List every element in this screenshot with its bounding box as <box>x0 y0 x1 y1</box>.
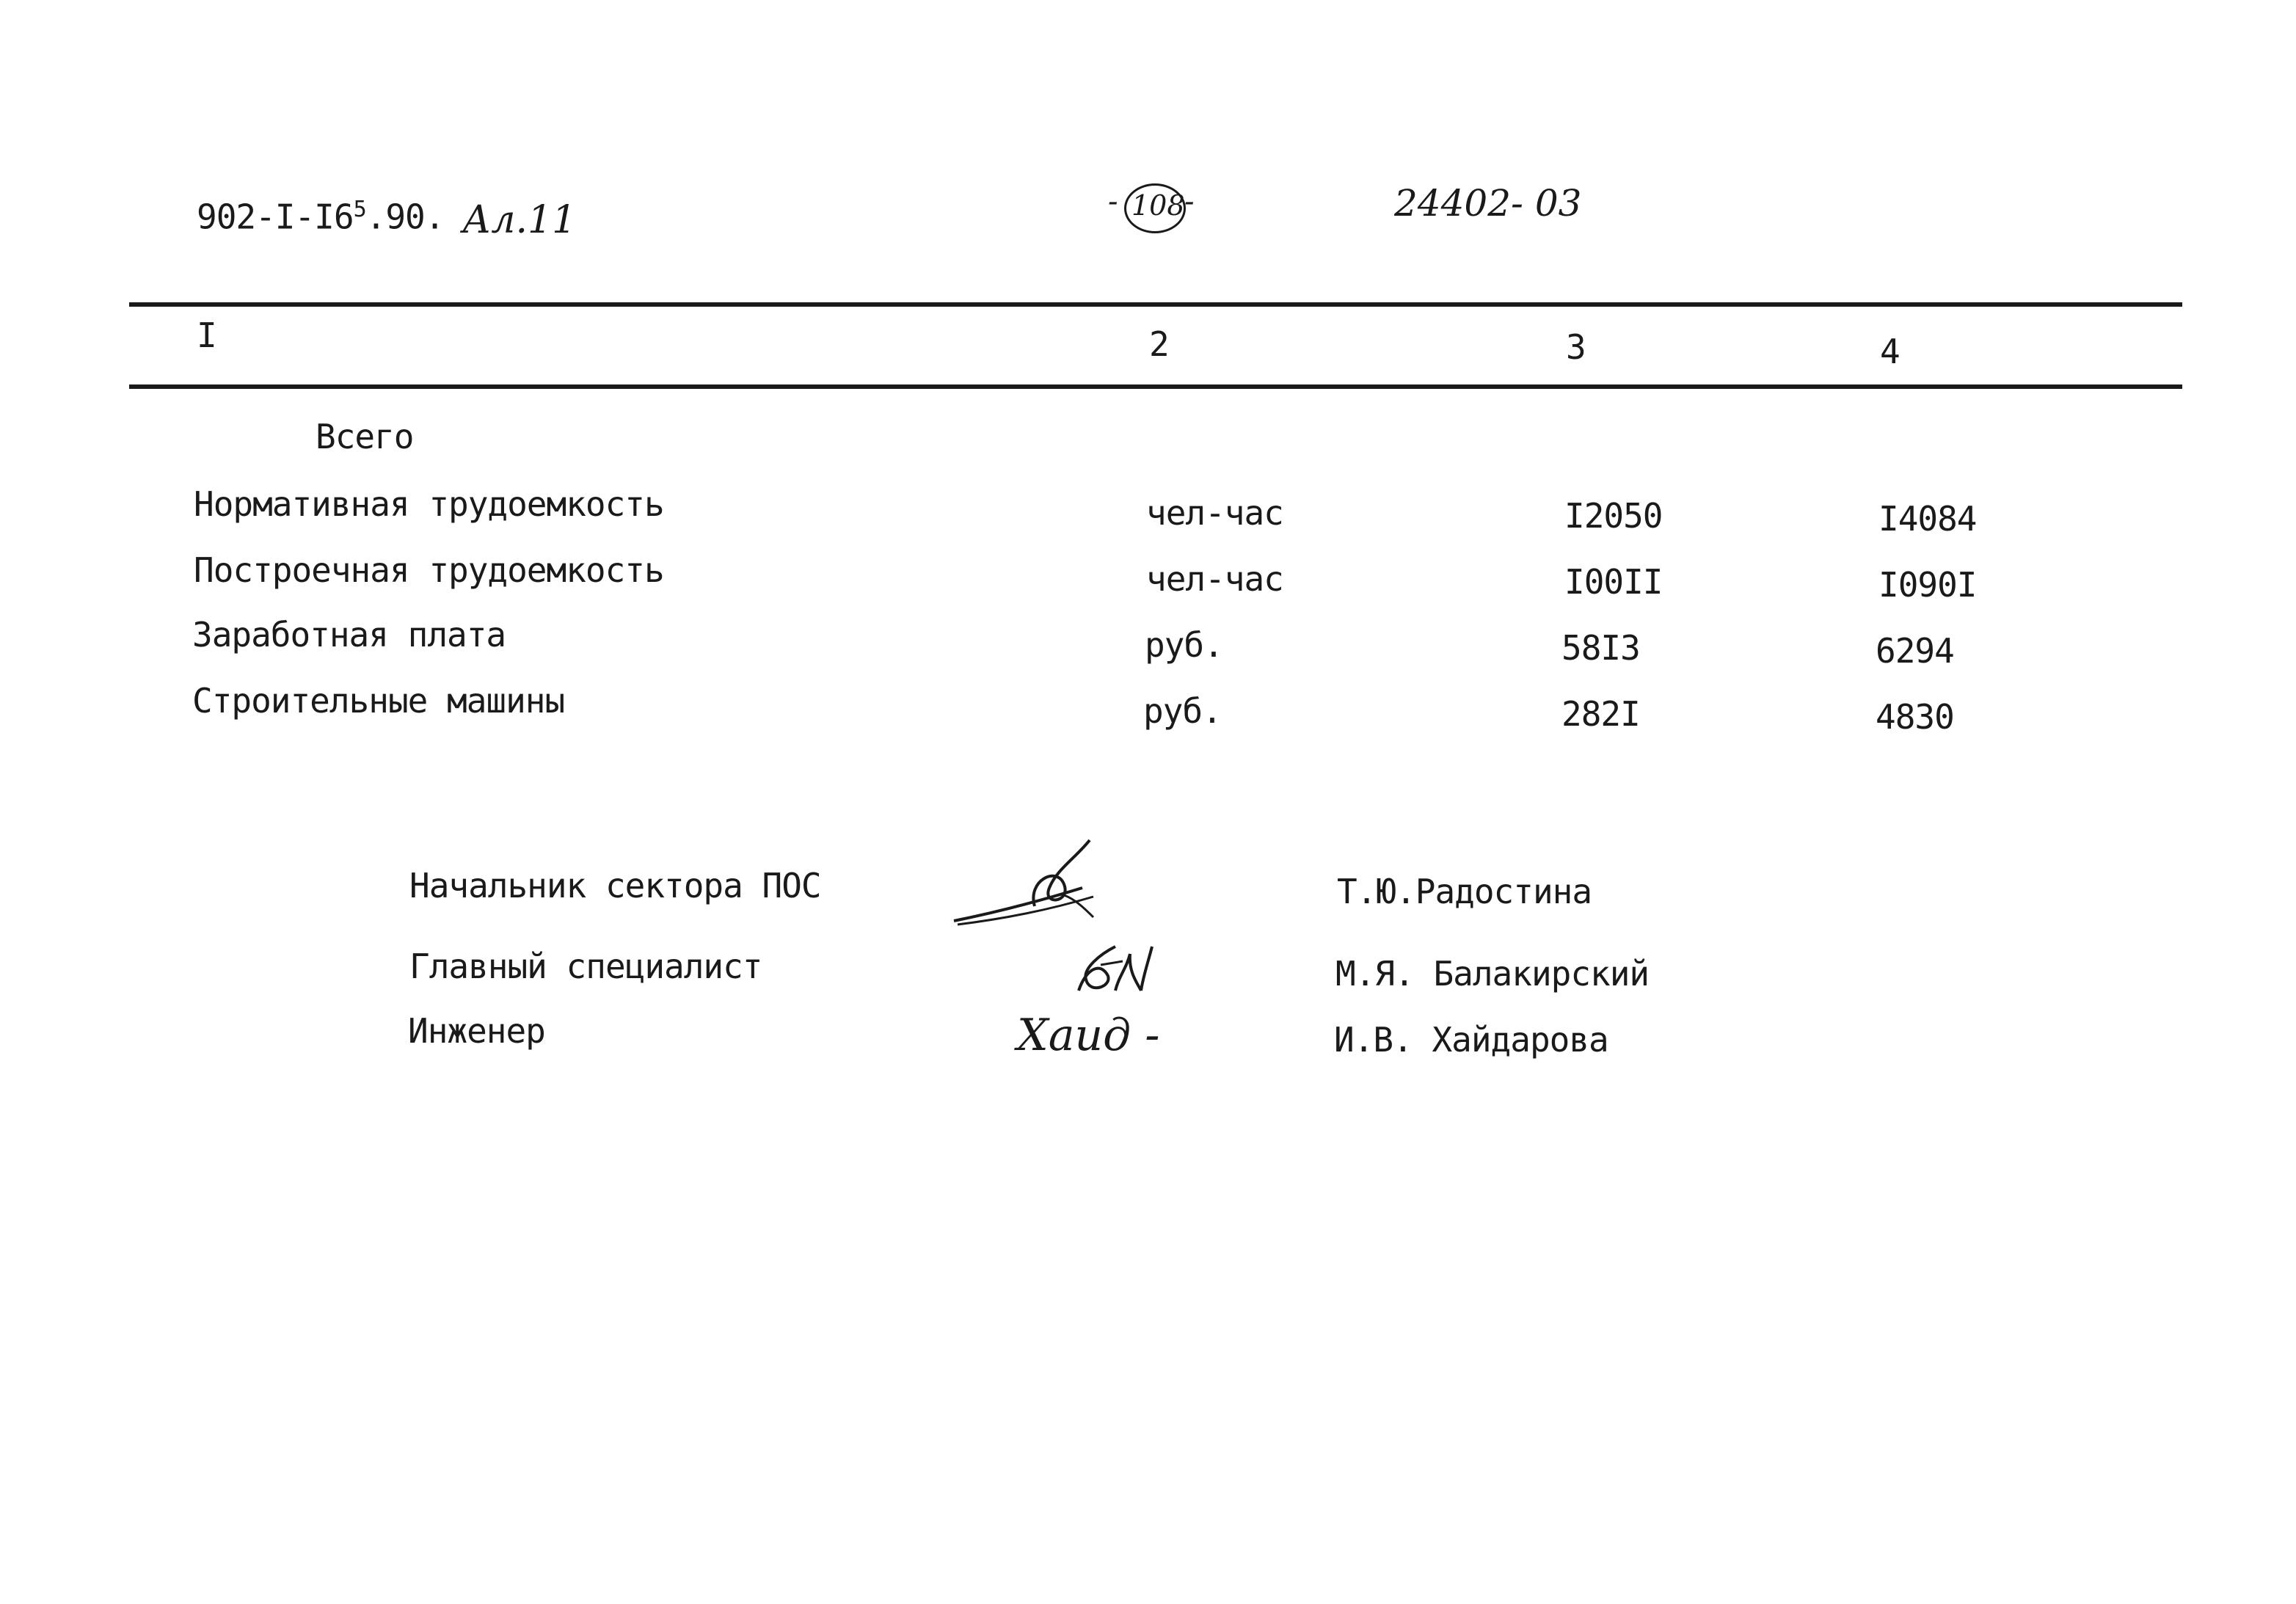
document-code-main: 902-I-I6 <box>197 197 354 237</box>
column-header-4: 4 <box>1880 332 1900 371</box>
column-header-1: I <box>197 316 216 355</box>
page-number: 108 <box>1131 189 1185 222</box>
row-value-col4: I090I <box>1878 565 1977 605</box>
row-unit: чел-час <box>1146 493 1283 533</box>
document-code-rest: .90. <box>365 197 445 237</box>
document-code-superscript: 5 <box>353 197 366 222</box>
row-value-col4: 6294 <box>1876 631 1954 671</box>
signature-role: Инженер <box>408 1011 545 1051</box>
album-number: Ал.11 <box>462 198 577 242</box>
signatory-name: М.Я. Балакирский <box>1335 954 1650 994</box>
signature-role: Начальник сектора ПОС <box>409 866 821 905</box>
page-number-dash-left: - <box>1108 185 1118 219</box>
signature-handwritten: Хаид - <box>1017 1010 1160 1061</box>
row-value-col4: 4830 <box>1876 697 1954 737</box>
row-value-col3: I00II <box>1564 562 1663 602</box>
column-header-2: 2 <box>1149 324 1169 364</box>
row-value-col3: I2050 <box>1564 496 1663 536</box>
row-name: Заработная плата <box>192 615 506 655</box>
row-unit: чел-час <box>1146 559 1283 599</box>
row-unit: руб. <box>1145 625 1223 665</box>
column-header-3: 3 <box>1566 327 1586 367</box>
page-number-stamp <box>1108 182 1203 233</box>
row-value-col3: 282I <box>1561 694 1640 734</box>
signatory-name: И.В. Хайдарова <box>1334 1020 1608 1060</box>
signatory-name: Т.Ю.Радостина <box>1337 872 1592 911</box>
signature-image <box>947 836 1108 932</box>
inventory-number: 24402- 03 <box>1394 182 1582 225</box>
section-title: Всего <box>316 417 414 456</box>
row-unit: руб. <box>1143 691 1222 731</box>
table-top-rule <box>129 302 2182 307</box>
table-header-rule <box>129 384 2182 389</box>
row-name: Строительные машины <box>192 681 565 721</box>
signature-image <box>1071 939 1167 998</box>
row-name: Нормативная трудоемкость <box>194 484 664 524</box>
row-value-col4: I4084 <box>1878 499 1977 539</box>
document-code <box>197 197 444 236</box>
signature-role: Главный специалист <box>409 947 762 986</box>
row-value-col3: 58I3 <box>1561 628 1640 668</box>
row-name: Построечная трудоемкость <box>194 550 664 590</box>
page-number-dash-right: - <box>1184 185 1195 219</box>
